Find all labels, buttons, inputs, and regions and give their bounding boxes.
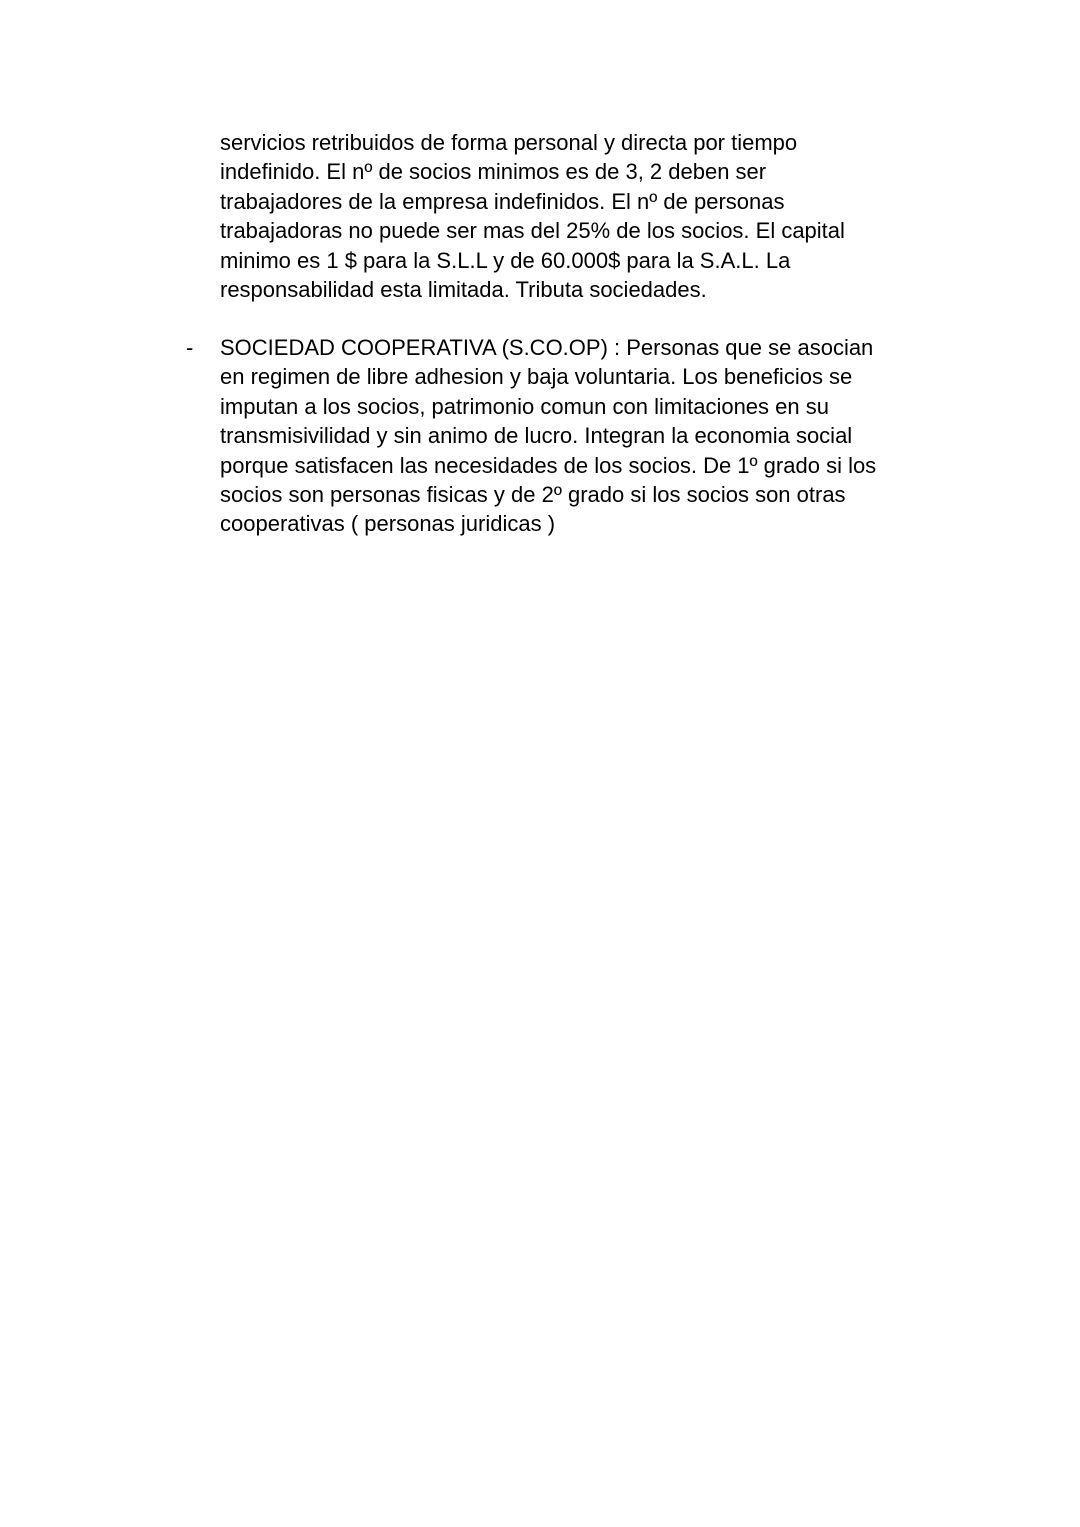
text-line: indefinido. El nº de socios minimos es de 3, 2 deben ser bbox=[220, 159, 767, 185]
list-bullet-dash: - bbox=[186, 335, 194, 360]
text-line: trabajadores de la empresa indefinidos. El nº de personas bbox=[220, 188, 785, 214]
paragraph-sociedad-laboral-continued bbox=[220, 128, 940, 304]
text-line: trabajadoras no puede ser mas del 25% de los socios. El capital bbox=[220, 218, 845, 244]
text-line: servicios retribuidos de forma personal y directa por tiempo bbox=[220, 130, 798, 155]
text-line: socios son personas fisicas y de 2º grado si los socios son otras bbox=[220, 482, 846, 508]
text-line: minimo es 1 $ para la S.L.L y de 60.000$ para la S.A.L. La bbox=[220, 247, 791, 273]
text-line: imputan a los socios, patrimonio comun con limitaciones en su bbox=[220, 393, 829, 419]
text-line: responsabilidad esta limitada. Tributa sociedades. bbox=[220, 277, 707, 303]
text-line: cooperativas ( personas juridicas ) bbox=[220, 511, 556, 537]
text-line: SOCIEDAD COOPERATIVA (S.CO.OP) : Personas que se asocian bbox=[220, 335, 874, 360]
text-line: transmisivilidad y sin animo de lucro. Integran la economia social bbox=[220, 423, 853, 449]
text-line: porque satisfacen las necesidades de los socios. De 1º grado si los bbox=[220, 452, 877, 478]
text-line: en regimen de libre adhesion y baja voluntaria. Los beneficios se bbox=[220, 364, 853, 390]
paragraph-sociedad-cooperativa bbox=[220, 333, 940, 539]
